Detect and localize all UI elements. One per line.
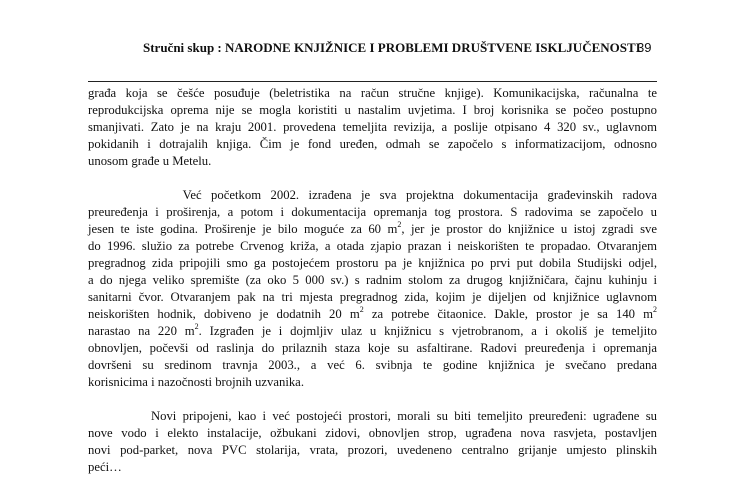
header-rule [88,81,657,82]
text-line: Novi pripojeni, kao i već postojeći prostori, morali su biti temeljito preuređeni: ugrađene su [88,409,657,423]
text-line: nove vodo i elekto instalacije, ožbukani zidovi, obnovljen strop, ugrađena nova rasvjeta, postavljen [88,426,657,440]
document-body [88,85,657,476]
header-title: Stručni skup : NARODNE KNJIŽNICE I PROBLEMI DRUŠTVENE ISKLJUČENOSTI [143,40,641,55]
text-line: unosom građe u Metelu. [88,154,212,168]
paragraph-gap [88,391,657,408]
text-line: jesen te iste godina. Proširenje je bilo moguće za 60 $m^2$, jer je prostor do knjižnice u istoj zgradi sve [88,220,657,236]
page-number: 39 [637,40,652,55]
text-line: a do njega veliko spremište (za oko 5 000 sv.) s radnim stolom za drugog knjižničara, čajnu kuhinju i [88,273,657,287]
text-line: pokidanih i dotrajalih knjiga. Čim je fond uređen, odmah se započelo s informatizacijom, odnosno [88,137,657,151]
paragraph [88,187,657,391]
paragraph [88,85,657,170]
text-line: smanjivati. Zato je na kraju 2001. provedena temeljita revizija, a poslije otpisano 4 320 sv., uglavnom [88,120,657,134]
text-line: novi pod-parket, nova PVC stolarija, vrata, prozori, uvedeneno centralno grijanje umjesto plinskih [88,443,657,457]
text-line: preuređenja i proširenja, a potom i dokumentacija opremanja tog prostora. S radovima se započelo u [88,205,657,219]
text-line: pregradnog zida pripojili smo ga postojećem prostoru pa je knjižnica po prvi put dobila Studijski odjel, [88,256,657,270]
text-line: Već početkom 2002. izrađena je sva projektna dokumentacija građevinskih radova [88,188,657,202]
text-line: sanitarni čvor. Otvaranjem pak na tri mjesta pregradnog zida, kojim je dijeljen od knjižnice uglavnom [88,290,657,304]
paragraph [88,408,657,476]
text-line: neiskorišten hodnik, dobiveno je dodatnih 20 $m^2$ za potrebe čitaonice. Dakle, prostor je sa 140 $m^2$ [88,305,657,321]
text-line: građa koja se češće posuđuje (beletristika na račun stručne knjige). Komunikacijska, računalna te [88,86,657,100]
text-line: do 1996. služio za potrebe Crvenog križa, a otada zjapio prazan i neiskorišten te propadao. Otvaranjem [88,239,657,253]
text-line: peći… [88,460,122,474]
text-line: narastao na 220 $m^2$. Izgrađen je i dojmljiv ulaz u knjižnicu s vjetrobranom, a i okoliš je temeljito [88,322,657,338]
paragraph-gap [88,170,657,187]
text-line: korisnicima i nazočnosti brojnih uzvanika. [88,375,304,389]
text-line: obnovljen, počevši od raslinja do prilaznih staza koje su asfaltirane. Radovi preuređenja i opremanja [88,341,657,355]
text-line: dovršeni su sredinom travnja 2003., a već 6. svibnja te godine knjižnica je svečano predana [88,358,657,372]
text-line: reprodukcijska oprema nije se mogla koristiti u nastalim uvjetima. I broj korisnika se počeo postupno [88,103,657,117]
